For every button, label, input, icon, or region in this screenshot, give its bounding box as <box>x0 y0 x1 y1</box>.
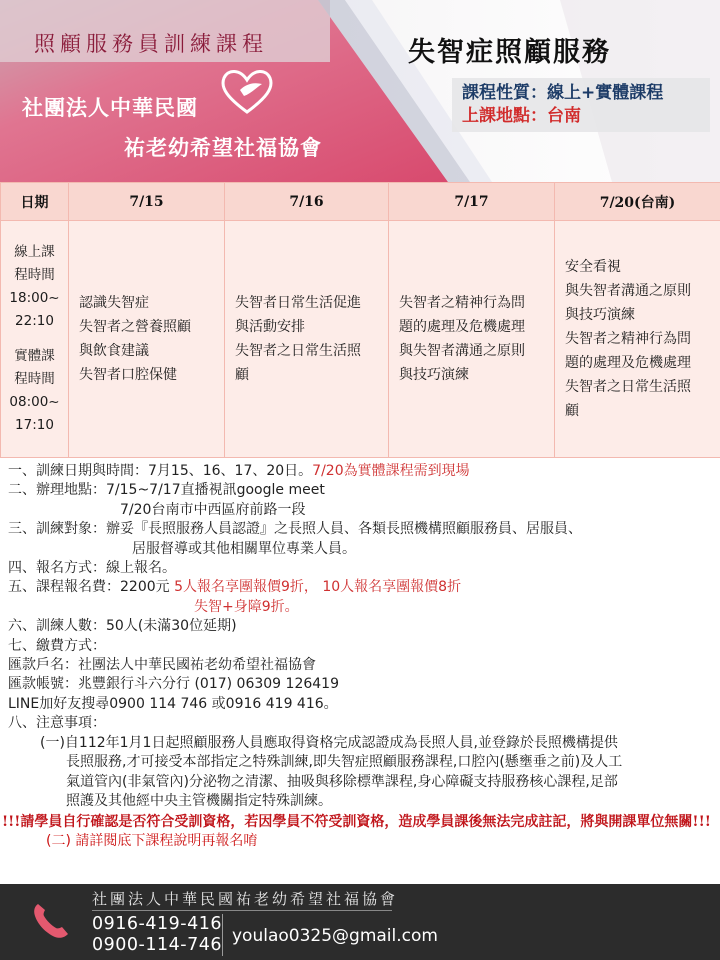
footer-vertical-divider <box>222 914 223 956</box>
course-location: 上課地點：台南 <box>462 106 581 126</box>
contact-footer <box>0 884 720 960</box>
course-info-box <box>452 78 710 132</box>
footer-org-name: 社團法人中華民國祐老幼希望社福協會 <box>92 890 399 908</box>
detail-text: 一、訓練日期與時間：7月15、16、17、20日。 <box>8 463 313 479</box>
group-discount: 5人報名享團報價9折， 10人報名享團報價8折 <box>174 579 462 596</box>
detail-target-cont: 居服督導或其他相關單位專業人員。 <box>132 540 356 557</box>
detail-venue: 二、辦理地點：7/15~7/17直播視訊google meet <box>8 482 325 499</box>
contact-email: youlao0325@gmail.com <box>232 926 438 946</box>
header-day-0716: 7/16 <box>225 183 389 221</box>
detail-payment: 七、繳費方式： <box>8 637 106 654</box>
account-name: 匯款戶名：社團法人中華民國祐老幼希望社福協會 <box>8 657 316 674</box>
header-banner <box>0 0 720 182</box>
eligibility-warning: !!!請學員自行確認是否符合受訓資格，若因學員不符受訓資格，造成學員課後無法完成註記，將與開課單位無關!!! <box>2 814 711 831</box>
onsite-period <box>1 345 68 437</box>
course-topic: 題的處理及危機處理 <box>399 319 525 335</box>
course-details <box>2 462 714 852</box>
period-text: 22:10 <box>15 313 54 329</box>
detail-target: 三、訓練對象：辦妥『長照服務人員認證』之長照人員、各類長照機構照顧服務員、居服員、 <box>8 521 582 538</box>
detail-signup: 四、報名方式：線上報名。 <box>8 560 176 577</box>
org-name-line2: 祐老幼希望社福協會 <box>124 135 322 160</box>
period-cell <box>1 221 69 458</box>
detail-dates <box>8 462 714 481</box>
phone-number-2: 0900-114-746 <box>92 935 222 955</box>
period-text: 08:00~ <box>9 394 60 410</box>
note-2: (二) 請詳閱底下課程說明再報名唷 <box>46 833 258 850</box>
course-topic: 顧 <box>565 403 579 419</box>
line-contact: LINE加好友搜尋0900 114 746 或0916 419 416。 <box>8 695 338 712</box>
period-text: 18:00~ <box>9 290 60 306</box>
period-text: 線上課 <box>14 244 55 260</box>
course-topic: 與飲食建議 <box>79 343 149 359</box>
table-header-row <box>1 183 720 221</box>
detail-fee <box>8 578 714 597</box>
course-topic: 與活動安排 <box>235 319 305 335</box>
course-topic: 顧 <box>235 367 249 383</box>
heart-dove-logo <box>218 66 276 116</box>
note-1-cont: 長照服務,才可接受本部指定之特殊訓練,即失智症照顧服務課程,口腔內(懸壅垂之前)及人工 <box>66 754 623 771</box>
header-day-0720: 7/20(台南) <box>555 183 720 221</box>
course-topic: 失智者口腔保健 <box>79 367 177 383</box>
course-topic: 題的處理及危機處理 <box>565 355 691 371</box>
phone-number-1: 0916-419-416 <box>92 914 222 934</box>
course-type: 課程性質：線上+實體課程 <box>462 83 664 103</box>
course-topic: 與技巧演練 <box>399 367 469 383</box>
course-topic: 失智者之精神行為問 <box>399 295 525 311</box>
detail-notes: 八、注意事項： <box>8 715 106 732</box>
onsite-notice: 7/20為實體課程需到現場 <box>312 463 470 479</box>
phone-numbers <box>92 914 222 956</box>
course-topic: 失智者之日常生活照 <box>565 379 691 395</box>
course-topic: 失智者日常生活促進 <box>235 295 361 311</box>
org-name-line1: 社團法人中華民國 <box>22 95 198 120</box>
detail-capacity: 六、訓練人數：50人(未滿30位延期) <box>8 618 237 635</box>
period-text: 17:10 <box>15 417 54 433</box>
period-text: 實體課 <box>14 348 55 364</box>
dementia-discount: 失智+身障9折。 <box>194 598 299 615</box>
account-number: 匯款帳號：兆豐銀行斗六分行 (017) 06309 126419 <box>8 676 339 693</box>
course-topic: 失智者之精神行為問 <box>565 331 691 347</box>
online-period <box>1 241 68 333</box>
note-1: (一)自112年1月1日起照顧服務人員應取得資格完成認證成為長照人員,並登錄於長照機構提供 <box>40 734 618 751</box>
course-topic: 與失智者溝通之原則 <box>399 343 525 359</box>
note-1-cont: 照護及其他經中央主管機關指定特殊訓練。 <box>66 792 332 809</box>
footer-divider-line <box>92 910 392 911</box>
course-series-title: 照顧服務員訓練課程 <box>34 32 268 56</box>
course-topic: 失智者之日常生活照 <box>235 343 361 359</box>
course-topic: 安全看視 <box>565 259 621 275</box>
cell-0715 <box>69 221 225 458</box>
period-text: 程時間 <box>14 371 55 387</box>
header-day-0715: 7/15 <box>69 183 225 221</box>
cell-0716 <box>225 221 389 458</box>
note-1-cont: 氣道管內(非氣管內)分泌物之清潔、抽吸與移除標準課程,身心障礙支持服務核心課程,足部 <box>66 773 618 790</box>
phone-icon <box>28 898 74 944</box>
course-topic: 認識失智症 <box>79 295 149 311</box>
schedule-table <box>0 182 720 458</box>
period-text: 程時間 <box>14 267 55 283</box>
fee-text: 五、課程報名費：2200元 <box>8 579 170 596</box>
course-topic: 與技巧演練 <box>565 307 635 323</box>
table-row <box>1 221 720 458</box>
cell-0717 <box>389 221 555 458</box>
cell-0720 <box>555 221 720 458</box>
detail-venue-onsite: 7/20台南市中西區府前路一段 <box>120 501 306 518</box>
course-topic: 與失智者溝通之原則 <box>565 283 691 299</box>
header-date: 日期 <box>1 183 69 221</box>
page-title: 失智症照顧服務 <box>408 37 611 68</box>
header-day-0717: 7/17 <box>389 183 555 221</box>
course-topic: 失智者之營養照顧 <box>79 319 191 335</box>
